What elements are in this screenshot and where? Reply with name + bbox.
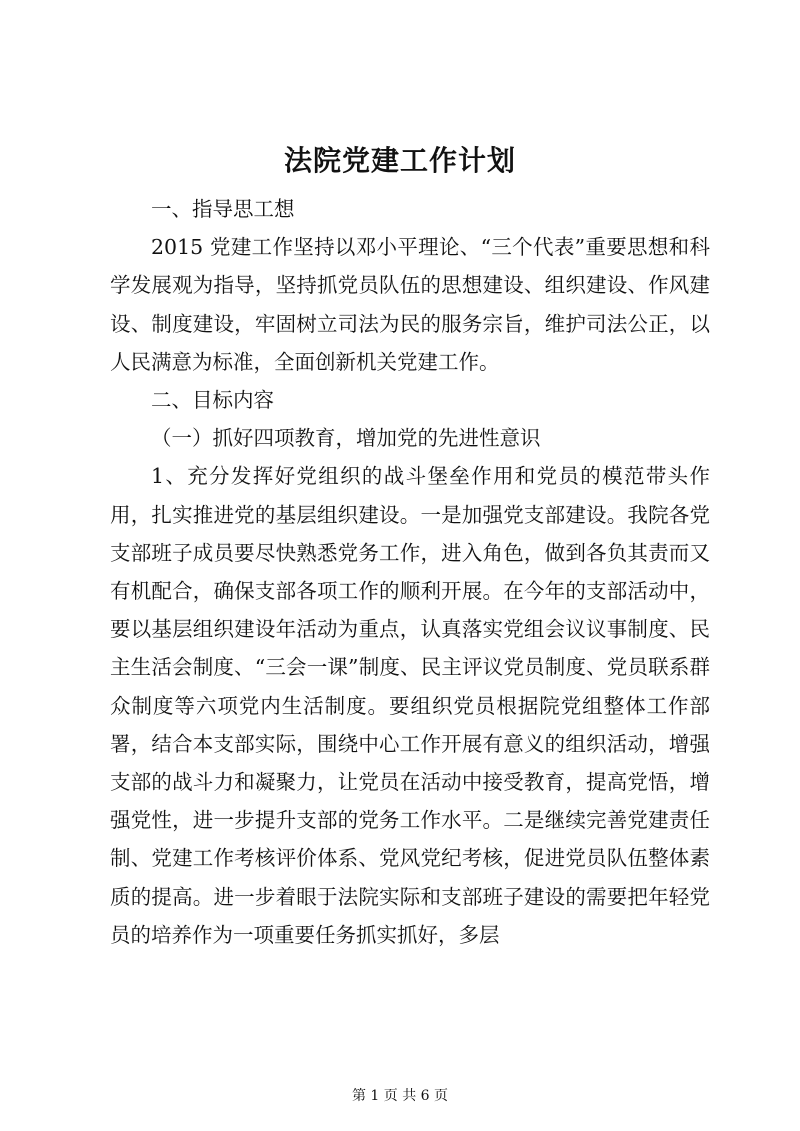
section-heading-guiding-ideology: 一、指导思工想 bbox=[151, 197, 295, 221]
subsection-heading-four-educations: （一）抓好四项教育，增加党的先进性意识 bbox=[151, 426, 541, 451]
document-title: 法院党建工作计划 bbox=[283, 144, 516, 177]
document-body bbox=[110, 190, 710, 954]
page-footer: 第 1 页 共 6 页 bbox=[351, 1088, 449, 1104]
paragraph-party-organization: 1、充分发挥好党组织的战斗堡垒作用和党员的模范带头作用，扎实推进党的基层组织建设。一是加强党支部建设。我院各党支部班子成员要尽快熟悉党务工作，进入角色，做到各负其责而又有机配合，确保支部各项工作的顺利开展。在今年的支部活动中，要以基层组织建设年活动为重点，认真落实党组会议议事制度、民主生活会制度、“三会一课”制度、民主评议党员制度、党员联系群众制度等六项党内生活制度。要组织党员根据院党组整体工作部署，结合本支部实际，围绕中心工作开展有意义的组织活动，增强支部的战斗力和凝聚力，让党员在活动中接受教育，提高党悟，增强党性，进一步提升支部的党务工作水平。二是继续完善党建责任制、党建工作考核评价体系、党风党纪考核，促进党员队伍整体素质的提高。进一步着眼于法院实际和支部班子建设的需要把年轻党员的培养作为一项重要任务抓实抓好，多层 bbox=[110, 464, 710, 947]
paragraph-guiding-ideology: 2015 党建工作坚持以邓小平理论、“三个代表”重要思想和科学发展观为指导，坚持抓党员队伍的思想建设、组织建设、作风建设、制度建设，牢固树立司法为民的服务宗旨，维护司法公正，以人民满意为标准，全面创新机关党建工作。 bbox=[110, 235, 710, 374]
section-heading-goals: 二、目标内容 bbox=[151, 388, 274, 413]
